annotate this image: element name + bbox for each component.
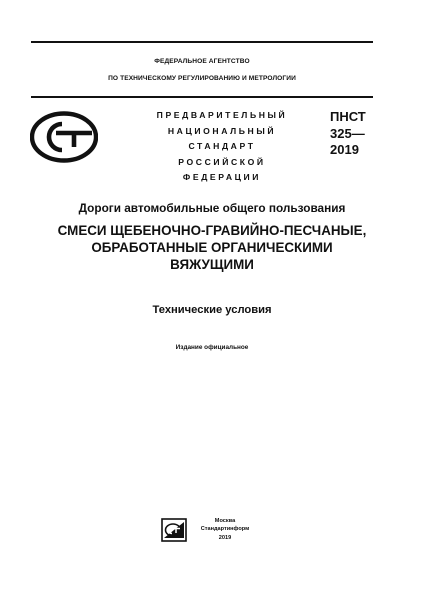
document-title [10,222,414,274]
standard-type-line: СТАНДАРТ [188,141,256,152]
standard-type-line: РОССИЙСКОЙ [178,156,266,167]
agency-name-line-2: ПО ТЕХНИЧЕСКОМУ РЕГУЛИРОВАНИЮ И МЕТРОЛОГИИ [108,75,296,82]
standard-code-line: 2019 [330,142,359,157]
publisher-city: Москва [214,518,236,524]
standard-code [330,109,366,159]
document-title-line: ОБРАБОТАННЫЕ ОРГАНИЧЕСКИМИ [91,240,333,256]
standard-type-line: НАЦИОНАЛЬНЫЙ [167,125,277,136]
publisher-info [195,517,255,542]
document-title-line: СМЕСИ ЩЕБЕНОЧНО-ГРАВИЙНО-ПЕСЧАНЫЕ, [57,223,367,238]
header-divider [31,96,373,98]
standard-code-line: 325— [330,125,365,141]
document-subject: Дороги автомобильные общего пользования [78,201,346,215]
agency-name-line-1: ФЕДЕРАЛЬНОЕ АГЕНТСТВО [154,58,250,65]
standard-type-line: ПРЕДВАРИТЕЛЬНЫЙ [156,110,288,120]
gost-r-emblem-icon [30,111,98,163]
standard-type-line: ФЕДЕРАЦИИ [182,172,262,183]
standartinform-logo-icon [161,518,187,542]
standard-type [128,108,316,186]
document-subtitle: Технические условия [152,304,272,316]
standard-code-line: ПНСТ [330,109,366,124]
top-divider [31,41,373,43]
publisher-name: Стандартинформ [200,526,250,533]
document-title-line: ВЯЖУЩИМИ [170,257,254,273]
publication-year: 2019 [218,534,232,541]
edition-note: Издание официальное [175,344,249,351]
